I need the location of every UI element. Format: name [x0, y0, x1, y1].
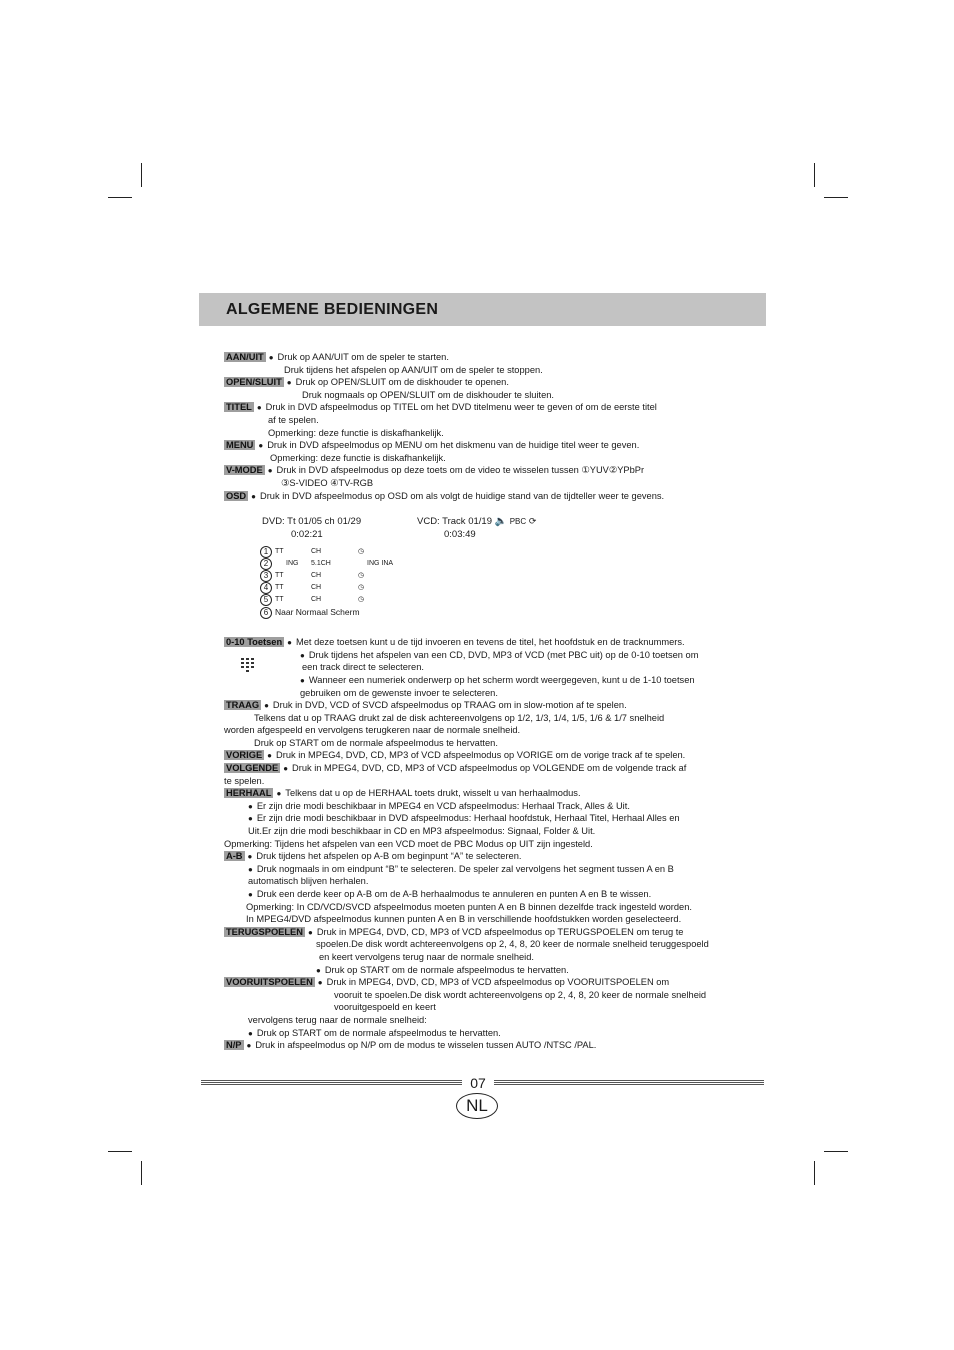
instructions: AAN/UIT ● Druk op AAN/UIT om de speler te starten. Druk tijdens het afspelen op AAN/UIT om de speler te stoppen. OPEN/SLUIT ● Druk op OPEN/SLUIT om de diskhouder te openen. Druk nogmaals op OPEN/SLUIT om de diskhouder te sluiten. TITEL ● Druk in DVD afspeelmodus op TITEL om het DVD titelmenu weer te geven of om de eerste titel af te spelen. Opmerking: deze functie is diskafhankelijk. MENU ● Druk in DVD afspeelmodus op MENU om het diskmenu van de huidige titel weer te geven. Opmerking: deze functie is diskafhankelijk. V-MODE ● Druk in DVD afspeelmodus op deze toets om de video te wisselen tussen ①YUV②YPbPr ③S-VIDEO ④TV-RGB OSD ● Druk in DVD afspeelmodus op OSD om als volgt de huidige stand van de tijdteller weer te gevens. 0-10 Toetsen ● Met deze toetsen kunt u de tijd invoeren en tevens de titel, het hoofdstuk en de tracknummers. ● Druk tijdens het afspelen van een CD, DVD, MP3 of VCD (met PBC uit) op de 0-10 toetsen om een track direct te selecteren. ● Wanneer een numeriek onderwerp op het scherm wordt weergegeven, kunt u de 1-10 toetsen gebruiken om de gewenste invoer te selecteren. TRAAG ● Druk in DVD, VCD of SVCD afspeelmodus op TRAAG om in slow-motion af te spelen. Telkens dat u op TRAAG drukt zal de disk achtereenvolgens op 1/2, 1/3, 1/4, 1/5, 1/6 & 1/7 snelheid worden afgespeeld en vervolgens terugkeren naar de normale snelheid. Druk op START om de normale afspeelmodus te hervatten. VORIGE ● Druk in MPEG4, DVD, CD, MP3 of VCD afspeelmodus op VORIGE om de vorige track af te spelen. VOLGENDE ● Druk in MPEG4, DVD, CD, MP3 of VCD afspeelmodus op VOLGENDE om de volgende track af te spelen. HERHAAL ● Telkens dat u op de HERHAAL toets drukt, wisselt u van herhaalmodus. ● Er zijn drie modi beschikbaar in MPEG4 en VCD afspeelmodus: Herhaal Track, Alles & Uit. ● Er zijn drie modi beschikbaar in DVD afspeelmodus: Herhaal hoofdstuk, Herhaal Titel, Herhaal Alles en Uit.Er zijn drie modi beschikbaar in CD en MP3 afspeelmodus: Signaal, Folder & Uit. Opmerking: Tijdens het afspelen van een VCD moet de PBC Modus op UIT zijn ingesteld. A-B ● Druk tijdens het afspelen op A-B om beginpunt “A” te selecteren. ● Druk nogmaals in om eindpunt “B” te selecteren. De speler zal vervolgens het segment tussen A en B automatisch blijven herhalen. ● Druk een derde keer op A-B om de A-B herhaalmodus te annuleren en punten A en B te wissen. Opmerking: In CD/VCD/SVCD afspeelmodus moeten punten A en B binnen dezelfde track ingesteld worden. In MPEG4/DVD afspeelmodus kunnen punten A en B in verschillende hoofdstukken worden geselecteerd. TERUGSPOELEN ● Druk in MPEG4, DVD, CD, MP3 of VCD afspeelmodus op TERUGSPOELEN om terug te spoelen.De disk wordt achtereenvolgens op 2, 4, 8, 20 keer de normale snelheid teruggespoeld en keert vervolgens terug naar de normale snelheid. ● Druk op START om de normale afspeelmodus te hervatten. VOORUITSPOELEN ● Druk in MPEG4, DVD, CD, MP3 of VCD afspeelmodus op VOORUITSPOELEN om vooruit te spoelen.De disk wordt achtereenvolgens op 2, 4, 8, 20 keer de normale snelheid vooruitgespoeld en keert vervolgens terug naar de normale snelheid: ● Druk op START om de normale afspeelmodus te hervatten. N/P ● Druk in afspeelmodus op N/P om de modus te wisselen tussen AUTO /NTSC /PAL.: [224, 352, 709, 1051]
list-item: 1 TT CH ◷: [260, 546, 276, 558]
key-label: MENU: [226, 440, 254, 451]
key-label: VOLGENDE: [226, 763, 279, 774]
page-number: 07: [470, 1075, 486, 1091]
key-label: OPEN/SLUIT: [226, 377, 282, 388]
language-badge: NL: [456, 1093, 498, 1119]
key-label: 0-10 Toetsen: [226, 637, 283, 648]
section-header: [199, 293, 766, 326]
crop-mark: [141, 163, 142, 187]
footer-rule-right: [494, 1080, 764, 1087]
crop-mark: [108, 197, 132, 198]
keypad-icon: [240, 657, 256, 673]
crop-mark: [108, 1151, 132, 1152]
key-label: V-MODE: [226, 465, 263, 476]
clock-icon: ◷: [358, 572, 365, 579]
page-title: ALGEMENE BEDIENINGEN: [226, 301, 439, 318]
vcd-status: VCD: Track 01/19 🔈 PBC ⟳ 0:03:49: [417, 516, 537, 540]
key-label: VOORUITSPOELEN: [226, 977, 313, 988]
dvd-status: DVD: Tt 01/05 ch 01/29 0:02:21: [262, 516, 362, 540]
clock-icon: ◷: [358, 548, 365, 555]
key-label: A-B: [226, 851, 243, 862]
speaker-icon: 🔈: [494, 516, 508, 527]
crop-mark: [824, 1151, 848, 1152]
key-label: OSD: [226, 490, 247, 501]
crop-mark: [824, 197, 848, 198]
footer-rule-left: [201, 1080, 462, 1087]
list-item: 6 Naar Normaal Scherm: [260, 606, 276, 618]
clock-icon: ◷: [358, 584, 365, 591]
clock-icon: ◷: [358, 596, 365, 603]
list-item: 2 ING 5.1CH ING INA: [260, 558, 276, 570]
key-label: TERUGSPOELEN: [226, 926, 303, 937]
crop-mark: [814, 1161, 815, 1185]
osd-mode-list: [260, 546, 394, 618]
key-label: N/P: [226, 1040, 242, 1051]
key-label: TRAAG: [226, 700, 260, 711]
crop-mark: [141, 1161, 142, 1185]
list-item: 5 TT CH ◷: [260, 594, 276, 606]
key-label: HERHAAL: [226, 788, 272, 799]
key-label: AAN/UIT: [226, 352, 264, 362]
list-item: 4 TT CH ◷: [260, 582, 276, 594]
list-item: 3 TT CH ◷: [260, 570, 276, 582]
key-label: VORIGE: [226, 750, 263, 761]
key-label: TITEL: [226, 402, 252, 413]
crop-mark: [814, 163, 815, 187]
repeat-icon: ⟳: [528, 516, 537, 526]
